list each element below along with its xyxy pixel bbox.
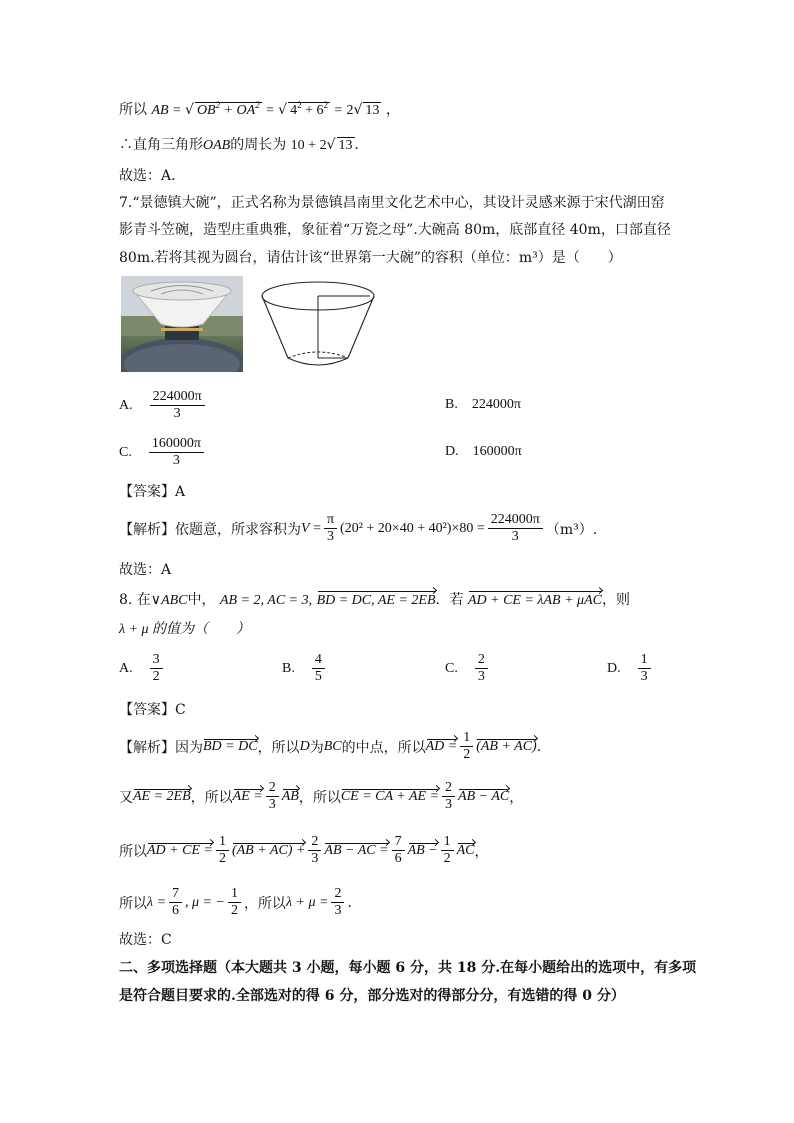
text: ，所以 bbox=[243, 895, 286, 912]
frac-den: 2 bbox=[443, 851, 451, 866]
solution-line-ab bbox=[119, 100, 400, 121]
frac-den: 6 bbox=[394, 851, 402, 866]
choose-c-line: 故选：C bbox=[119, 932, 172, 948]
math-vector: (AB + AC) bbox=[476, 738, 537, 754]
text-right-triangle: ∴直角三角形 bbox=[119, 137, 203, 153]
frac-num: 2 bbox=[475, 652, 488, 669]
frac-num: 2 bbox=[266, 780, 279, 797]
text: ，所以 bbox=[298, 789, 341, 806]
frac-num: 160000π bbox=[149, 436, 204, 453]
option-label: B. bbox=[445, 397, 458, 412]
fraction bbox=[460, 730, 473, 763]
fraction bbox=[150, 652, 163, 685]
math-vector: AB − bbox=[407, 842, 438, 858]
frac-num: 2 bbox=[308, 834, 321, 851]
fraction bbox=[475, 652, 488, 685]
frac-num: 224000π bbox=[150, 389, 205, 406]
fraction bbox=[392, 834, 405, 867]
solution-line-perimeter bbox=[119, 135, 369, 156]
q7-stem-line2: 影青斗笠碗，造型庄重典雅，象征着“万瓷之母”.大碗高 80m，底部直径 40m，口部直径 bbox=[119, 222, 671, 238]
math-vector: AE = bbox=[232, 788, 263, 804]
text: ， bbox=[509, 789, 524, 806]
q8-explanation-line4 bbox=[119, 886, 352, 919]
q8-stem-line2: λ + μ 的值为（ ） bbox=[119, 622, 251, 637]
math-volume-body: (20² + 20×40 + 40²)×80 = bbox=[340, 520, 485, 536]
fraction bbox=[169, 886, 182, 919]
frac-num: 1 bbox=[638, 652, 651, 669]
frac-den: 3 bbox=[477, 669, 485, 684]
q7-option-c bbox=[119, 436, 207, 469]
fraction bbox=[441, 834, 454, 867]
frac-den: 3 bbox=[327, 529, 334, 544]
fraction bbox=[442, 780, 455, 813]
frac-num: 1 bbox=[460, 730, 473, 747]
fraction bbox=[149, 436, 204, 469]
math-vector: AB bbox=[281, 788, 299, 804]
fraction bbox=[266, 780, 279, 813]
text: ， bbox=[474, 843, 489, 860]
text: 的中点，所以 bbox=[341, 739, 426, 756]
text-period: ． bbox=[354, 137, 369, 153]
fraction-result bbox=[488, 512, 543, 545]
q7-option-b bbox=[445, 397, 521, 413]
frac-den: 5 bbox=[314, 669, 322, 684]
math-lengths: AB = 2, AC = 3, bbox=[219, 593, 313, 608]
frac-den: 2 bbox=[218, 851, 226, 866]
math-triangle: ABC bbox=[161, 593, 188, 608]
text: 又 bbox=[119, 789, 133, 806]
option-label: D. bbox=[607, 660, 621, 676]
q8-option-c bbox=[445, 652, 491, 685]
frac-den: 2 bbox=[463, 747, 471, 762]
q8-option-d bbox=[607, 652, 654, 685]
q7-option-a bbox=[119, 389, 208, 422]
math-vector: AD = bbox=[425, 738, 458, 754]
frac-den: 2 bbox=[152, 669, 160, 684]
fraction bbox=[638, 652, 651, 685]
frac-den: 3 bbox=[511, 529, 519, 544]
math-lambda: λ = bbox=[147, 894, 167, 910]
fraction bbox=[150, 389, 205, 422]
frac-num: 2 bbox=[331, 886, 344, 903]
frac-num: 3 bbox=[150, 652, 163, 669]
frac-den: 3 bbox=[640, 669, 648, 684]
text: ．若 bbox=[435, 592, 464, 608]
fraction-pi-over-3 bbox=[324, 512, 337, 545]
fraction bbox=[331, 886, 344, 919]
q8-option-b bbox=[282, 652, 328, 685]
option-value: 224000π bbox=[471, 397, 521, 412]
frac-den: 6 bbox=[172, 903, 180, 918]
text: 所以 bbox=[119, 843, 147, 860]
math-triangle-oab: OAB bbox=[203, 138, 231, 153]
frac-num: 1 bbox=[441, 834, 454, 851]
text: . bbox=[536, 738, 542, 755]
math-v: V bbox=[301, 520, 310, 536]
fraction bbox=[312, 652, 325, 685]
frac-num: 2 bbox=[442, 780, 455, 797]
q8-stem-line1 bbox=[119, 590, 630, 611]
fraction bbox=[308, 834, 321, 867]
q8-answer: 【答案】C bbox=[119, 702, 186, 718]
math-point: D bbox=[299, 738, 310, 754]
text: 中， bbox=[187, 592, 216, 608]
frac-den: 3 bbox=[268, 797, 276, 812]
frac-num: 1 bbox=[228, 886, 241, 903]
text: ，则 bbox=[601, 592, 630, 608]
math-segment: BC bbox=[323, 738, 342, 754]
fraction bbox=[228, 886, 241, 919]
math-vector: AE = 2EB bbox=[133, 788, 191, 804]
math-vector: AD + CE = bbox=[147, 842, 213, 858]
q8-option-a bbox=[119, 652, 166, 685]
q8-explanation-line1 bbox=[119, 730, 541, 763]
frac-num: 1 bbox=[216, 834, 229, 851]
fraction bbox=[216, 834, 229, 867]
text: ，所以 bbox=[257, 739, 300, 756]
frac-den: 3 bbox=[173, 406, 181, 421]
q7-answer: 【答案】A bbox=[119, 484, 186, 500]
frac-num: 224000π bbox=[488, 512, 543, 529]
text: 为 bbox=[309, 739, 324, 756]
frac-den: 3 bbox=[172, 453, 180, 468]
q7-option-d bbox=[445, 444, 522, 460]
frac-den: 3 bbox=[445, 797, 453, 812]
big-bowl-illustration bbox=[121, 276, 243, 372]
frac-den: 3 bbox=[334, 903, 342, 918]
math-ab-length: AB = √ $OB^2 + OA^2$ = √ $4^2 + 6^2 = 2√$ 13 bbox=[151, 100, 380, 118]
unit-text: （m³）. bbox=[545, 521, 598, 538]
frac-den: 3 bbox=[311, 851, 319, 866]
text-comma: ， bbox=[385, 102, 400, 118]
text: 8. 在∨ bbox=[119, 592, 162, 608]
option-value: 160000π bbox=[472, 444, 522, 459]
choose-a-line-2: 故选：A bbox=[119, 562, 172, 578]
math-vector: CE = CA + AE = bbox=[340, 788, 440, 804]
option-label: C. bbox=[445, 660, 458, 676]
q7-stem-line1: 7.“景德镇大碗”，正式名称为景德镇昌南里文化艺术中心，其设计灵感来源于宋代湖田窑 bbox=[119, 195, 665, 211]
math-vector: BD = DC bbox=[203, 738, 258, 754]
math-sum: λ + μ = bbox=[285, 894, 329, 910]
big-bowl-photo bbox=[121, 276, 243, 372]
text-perimeter-is: 的周长为 bbox=[230, 137, 287, 153]
section2-heading-line1: 二、多项选择题（本大题共 3 小题，每小题 6 分，共 18 分.在每小题给出的选项中，有多项 bbox=[119, 960, 697, 976]
frac-num: 4 bbox=[312, 652, 325, 669]
math-vector: AB − AC bbox=[458, 788, 510, 804]
frac-num: 7 bbox=[392, 834, 405, 851]
text: ，所以 bbox=[190, 789, 233, 806]
q8-explanation-line3 bbox=[119, 834, 489, 867]
q7-stem-line3: 80m.若将其视为圆台，请估计该“世界第一大碗”的容积（单位：m³）是（ ） bbox=[119, 250, 622, 266]
q8-explanation-line2 bbox=[119, 780, 523, 813]
math-vector: AB − AC = bbox=[324, 842, 389, 858]
math-vector: (AB + AC) + bbox=[231, 842, 306, 858]
math-mu: , μ = − bbox=[185, 894, 225, 910]
option-label: C. bbox=[119, 444, 132, 460]
text: . bbox=[347, 894, 352, 911]
option-label: A. bbox=[119, 660, 133, 676]
math-vector: AC bbox=[456, 842, 475, 858]
choose-a-line-1: 故选：A． bbox=[119, 168, 186, 184]
q7-explanation: 【解析】依题意，所求容积为 V = $\frac{\pi}{3}$ (20² + 20×40 + 40²)×80 = $\frac{224000\pi}{3}$ （m³）. bbox=[119, 512, 598, 544]
frustum-diagram bbox=[258, 280, 378, 376]
frac-num: 7 bbox=[169, 886, 182, 903]
text: 所以 bbox=[119, 895, 147, 912]
option-label: A. bbox=[119, 397, 133, 413]
option-label: B. bbox=[282, 660, 295, 676]
option-label: D. bbox=[445, 444, 459, 459]
frac-den: 2 bbox=[230, 903, 238, 918]
math-perimeter-value: 10 + 2√ 13 bbox=[290, 137, 353, 153]
text: 【解析】因为 bbox=[119, 739, 203, 756]
math-vector-relations: BD = DC, AE = 2EB bbox=[317, 591, 436, 611]
section2-heading-line2: 是符合题目要求的.全部选对的得 6 分，部分选对的得部分分，有选错的得 0 分） bbox=[119, 988, 625, 1004]
math-vector-equation: AD + CE = λAB + μAC bbox=[468, 591, 602, 611]
text-so: 所以 bbox=[119, 102, 147, 118]
frac-num: π bbox=[324, 512, 337, 529]
explanation-prefix: 【解析】依题意，所求容积为 bbox=[119, 521, 301, 538]
